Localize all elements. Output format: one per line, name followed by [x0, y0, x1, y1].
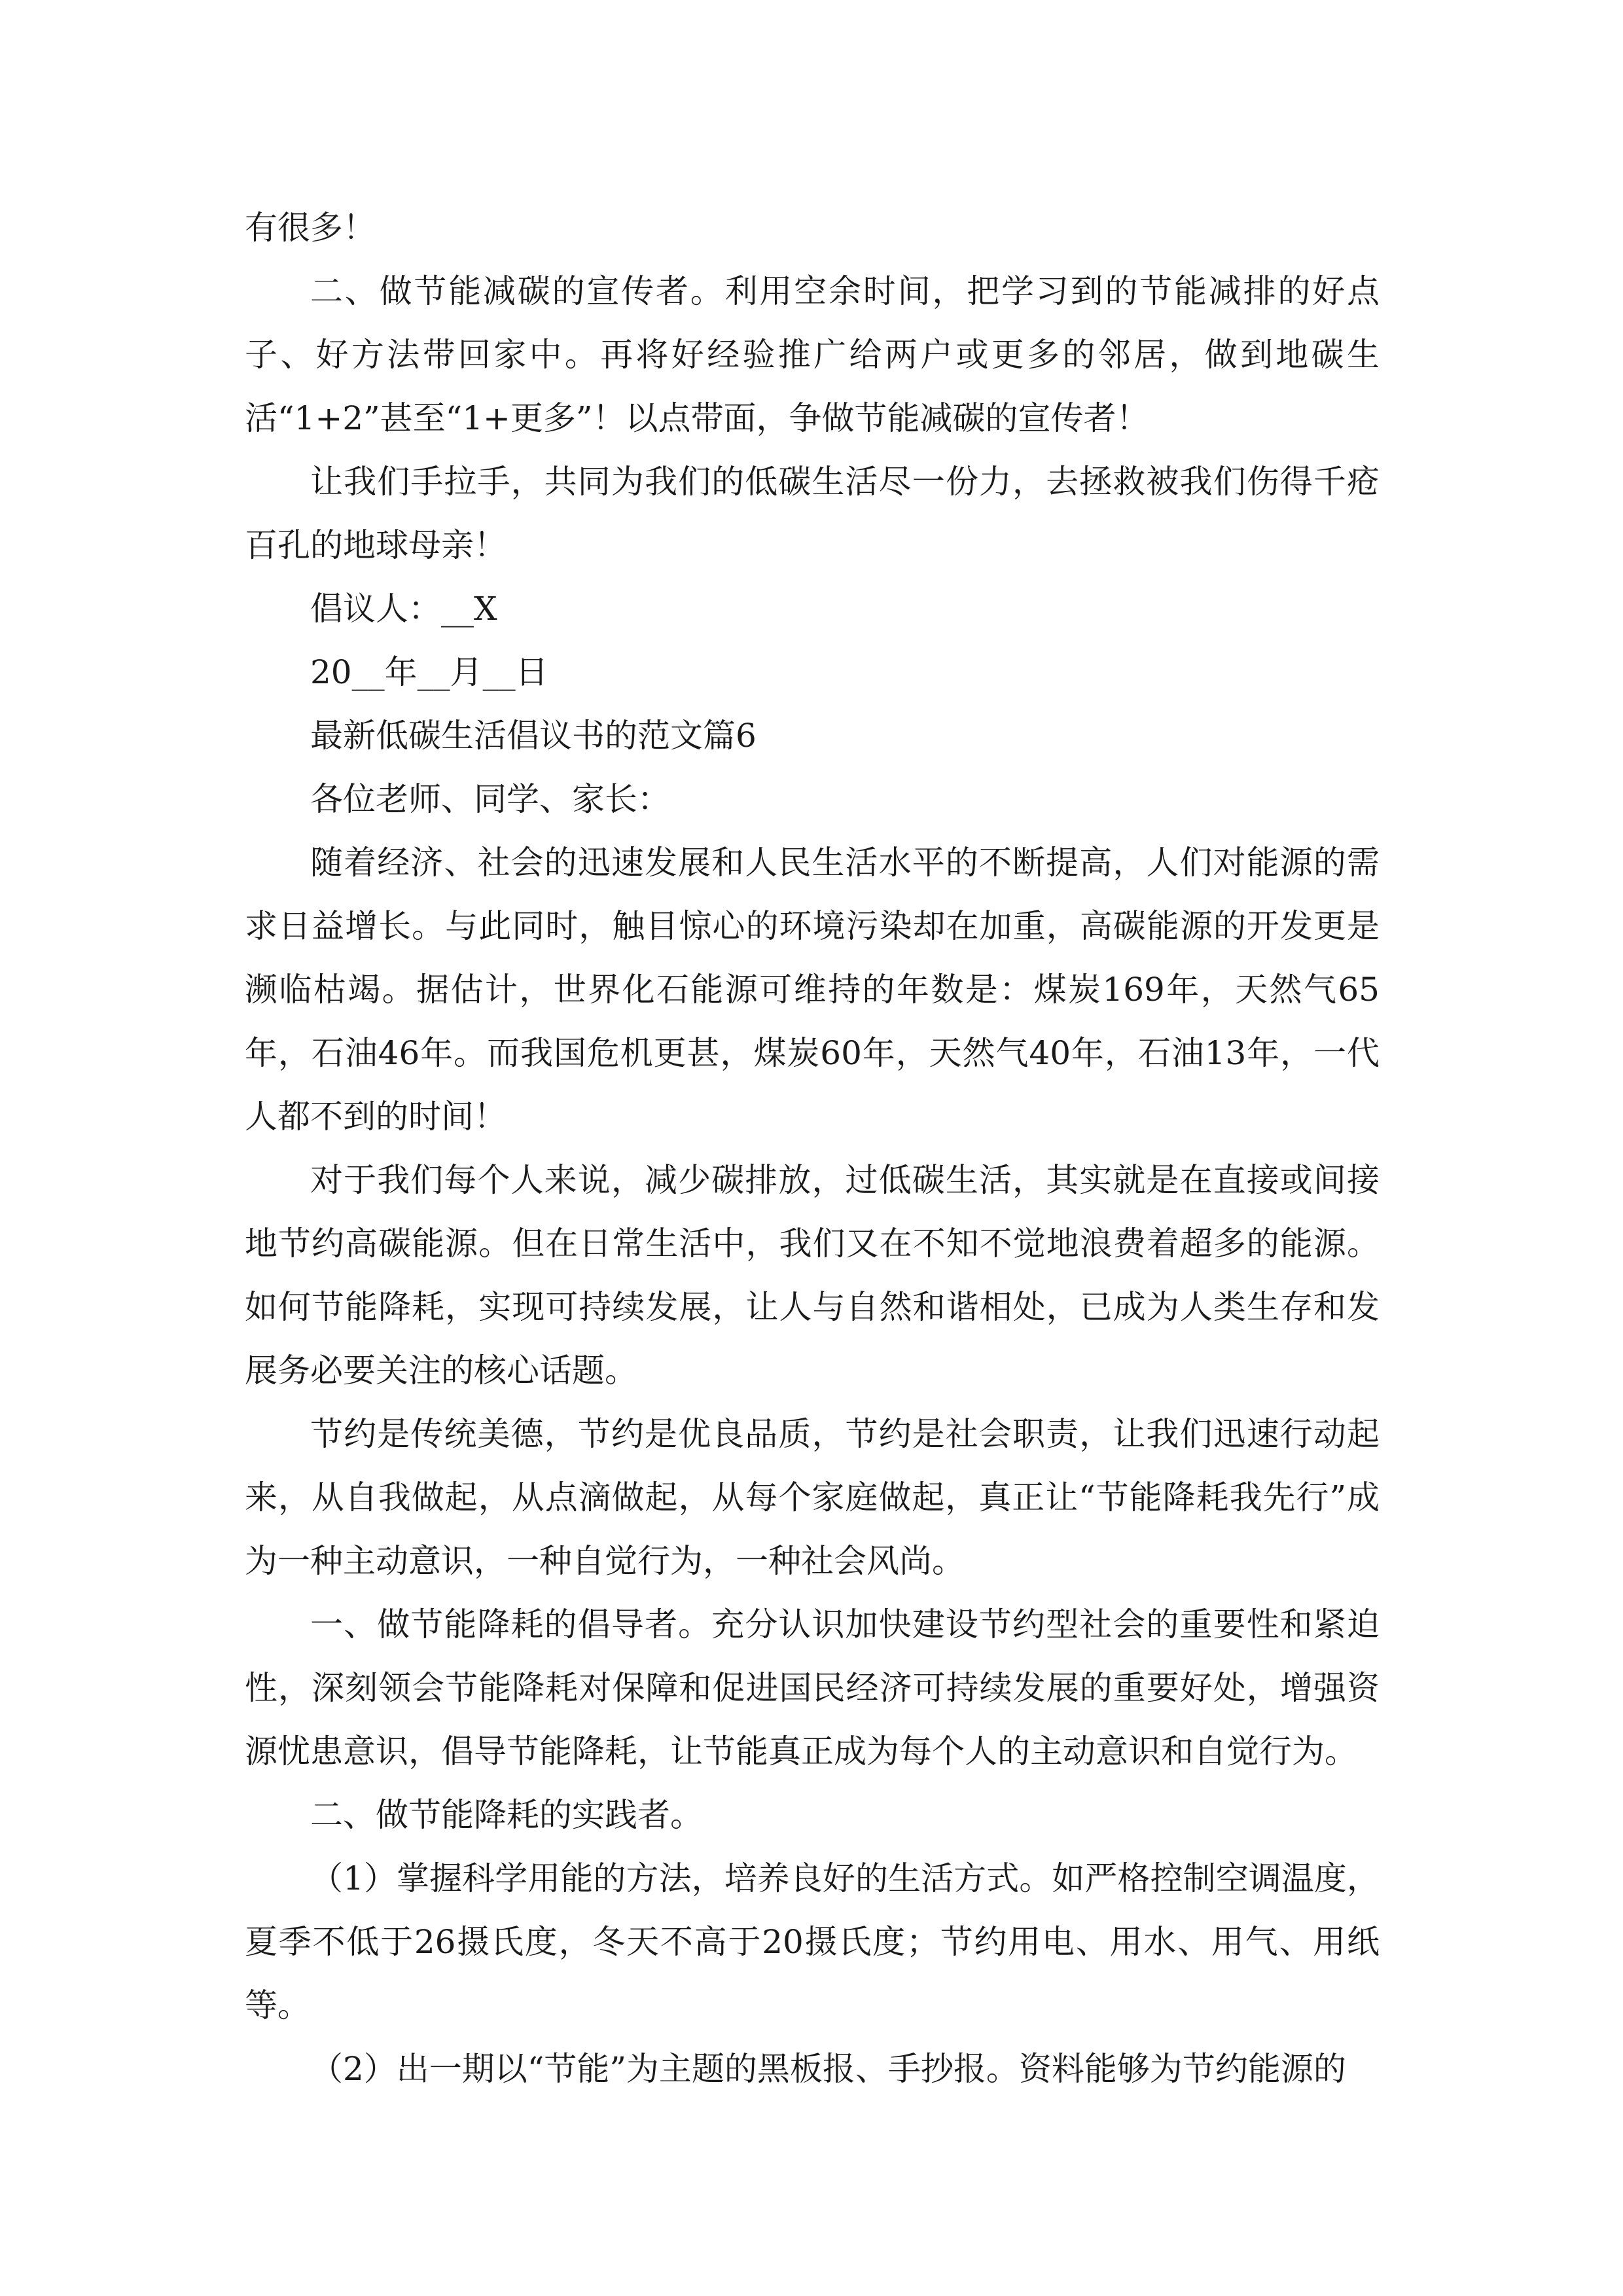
- paragraph-3: 让我们手拉手，共同为我们的低碳生活尽一份力，去拯救被我们伤得千疮百孔的地球母亲！: [245, 463, 1380, 564]
- paragraph-10: 节约是传统美德，节约是优良品质，节约是社会职责，让我们迅速行动起来，从自我做起，从点滴做起，从每个家庭做起，真正让“节能降耗我先行”成为一种主动意识，一种自觉行为，一种社会风尚。: [245, 1415, 1380, 1580]
- salutation: 各位老师、同学、家长：: [310, 780, 670, 818]
- section-title: 最新低碳生活倡议书的范文篇6: [310, 717, 757, 755]
- paragraph-9: 对于我们每个人来说，减少碳排放，过低碳生活，其实就是在直接或间接地节约高碳能源。但在日常生活中，我们又在不知不觉地浪费着超多的能源。如何节能降耗，实现可持续发展，让人与自然和谐相处，已成为人类生存和发展务必要关注的核心话题。: [245, 1161, 1380, 1390]
- date-line: 20__年__月__日: [310, 653, 548, 691]
- paragraph-1: 有很多！: [245, 209, 376, 247]
- document-body: [245, 196, 1380, 2101]
- paragraph-8: 随着经济、社会的迅速发展和人民生活水平的不断提高，人们对能源的需求日益增长。与此同时，触目惊心的环境污染却在加重，高碳能源的开发更是濒临枯竭。据估计，世界化石能源可维持的年数是：煤炭169年，天然气65年，石油46年。而我国危机更甚，煤炭60年，天然气40年，石油13年，一代人都不到的时间！: [245, 844, 1380, 1136]
- initiator-line: 倡议人：__X: [310, 590, 497, 628]
- paragraph-14: （2）出一期以“节能”为主题的黑板报、手抄报。资料能够为节约能源的: [310, 2050, 1346, 2088]
- paragraph-2: 二、做节能减碳的宣传者。利用空余时间，把学习到的节能减排的好点子、好方法带回家中。再将好经验推广给两户或更多的邻居，做到地碳生活“1+2”甚至“1+更多”！以点带面，争做节能减碳的宣传者！: [245, 272, 1380, 437]
- paragraph-13: （1）掌握科学用能的方法，培养良好的生活方式。如严格控制空调温度，夏季不低于26摄氏度，冬天不高于20摄氏度；节约用电、用水、用气、用纸等。: [245, 1859, 1380, 2024]
- paragraph-11: 一、做节能降耗的倡导者。充分认识加快建设节约型社会的重要性和紧迫性，深刻领会节能降耗对保障和促进国民经济可持续发展的重要好处，增强资源忧患意识，倡导节能降耗，让节能真正成为每个人的主动意识和自觉行为。: [245, 1605, 1380, 1770]
- paragraph-12: 二、做节能降耗的实践者。: [310, 1796, 703, 1834]
